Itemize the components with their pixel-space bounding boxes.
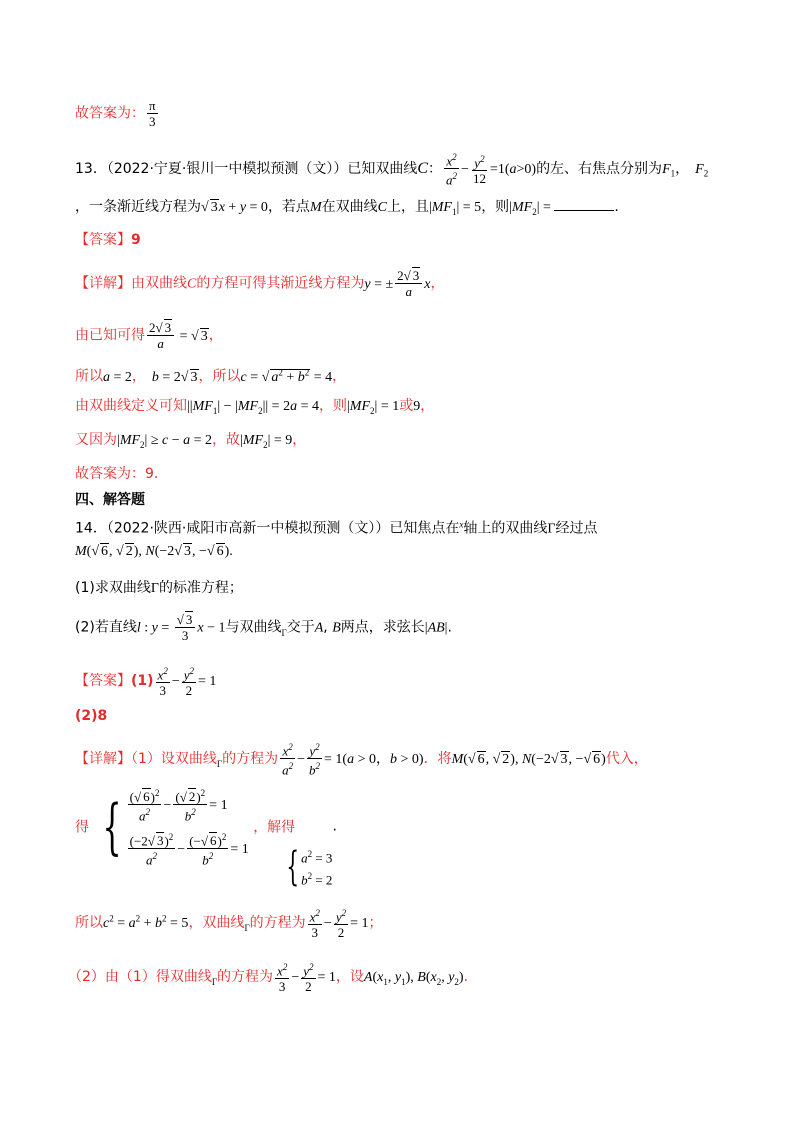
q14-answer2: (2)8 xyxy=(75,708,108,724)
detail-text: 的方程为 xyxy=(222,750,279,767)
detail-text: 的方程可得其渐近线方程为 xyxy=(196,275,365,292)
detail-text: 得 xyxy=(75,819,89,836)
q14-text: (1)求双曲线 xyxy=(75,580,151,596)
q14-part2: (2)若直线l : y = $\frac{√ 3}{3}$ x − 1与双曲线$_\Gamma$交于A, B两点，求弦长|AB|. xyxy=(75,612,452,643)
q14-part1: (1)求双曲线Γ的标准方程； xyxy=(75,580,243,596)
q13-text: ，若点 xyxy=(267,199,310,215)
detail-text: ，故 xyxy=(212,432,241,448)
q13-detail-line5: 又因为$|MF_2| \ge c - a = 2$，故$|MF_2| = 9$， xyxy=(75,432,307,450)
detail-text: ，设 xyxy=(335,969,364,986)
top-answer-fraction: $\frac{\pi}{3}$ xyxy=(149,98,156,129)
q13-text: 已知双曲线 xyxy=(347,160,418,177)
q14-detail-line4: （2）由（1）得双曲线$_\Gamma$的方程为 $\frac{x^2}{3}$ − $\frac{y^2}{2}$ = 1，设$A(x_1$, $y_1$), $B(x_2$, $y_2$). xyxy=(68,962,469,995)
q14-number: 14． xyxy=(75,520,107,537)
q14-answer: 【答案】(1) $\frac{x^2}{3}$ − $\frac{y^2}{2}$ = 1 xyxy=(75,666,217,699)
q14-text: (2)若直线 xyxy=(75,619,137,636)
detail-label: 【详解】 xyxy=(75,750,131,767)
answer-value: 9 xyxy=(131,232,141,248)
q14-text: 交于 xyxy=(286,619,315,636)
detail-text: 所以 xyxy=(212,368,241,385)
q14-text: 已知焦点在 xyxy=(389,520,460,537)
q13-number: 13． xyxy=(75,160,107,177)
q13-source: （2022·宁夏·银川一中模拟预测（文）） xyxy=(106,160,348,177)
q13-detail-line1: 【详解】由双曲线C的方程可得其渐近线方程为y = ± $\frac{2√ 3}{a}$ x， xyxy=(75,268,445,299)
detail-text: 所以 xyxy=(75,915,103,932)
detail-text: 由已知可得 xyxy=(75,327,145,344)
detail-text: ，解得 xyxy=(253,819,296,836)
q14-detail-line3: 所以$c^2 = a^2 + b^2 = 5$，双曲线$_\Gamma$的方程为 $\frac{x^2}{3}$ − $\frac{y^2}{2}$ = 1； xyxy=(75,908,383,941)
detail-text: 的方程为 xyxy=(217,969,274,986)
q13-answer xyxy=(75,230,141,250)
q13-text: ，一条渐近线方程为 xyxy=(75,199,201,215)
detail-text: 代入， xyxy=(605,750,648,767)
detail-text: 又因为 xyxy=(75,432,117,448)
q13-line2: ，一条渐近线方程为√ 3x + y = 0，若点M在双曲线C上，且$|MF_1| = 5$，则$|MF_2|$ = . xyxy=(75,196,619,222)
q13-text: 在双曲线 xyxy=(321,199,378,215)
q14-text: 轴上的双曲线 xyxy=(463,520,548,537)
answer-label: 【答案】 xyxy=(75,673,131,690)
detail-text: 的方程为 xyxy=(249,915,306,932)
q13-text: 上，且 xyxy=(386,199,429,215)
q14-text: 经过点 xyxy=(555,520,598,537)
q13-detail-line3: 所以a = 2， b = 2√ 3，所以c = √ $a^2 + b^2 = 4$， xyxy=(75,367,347,385)
detail-text: （2）由（1）得双曲线 xyxy=(68,969,212,986)
q14-text: 两点，求弦长 xyxy=(340,619,425,636)
q14-line1: 14．（2022·陕西·咸阳市高新一中模拟预测（文））已知焦点在$^x$轴上的双曲线Γ经过点 xyxy=(75,519,598,537)
q13-text: 的左、右焦点分别为 xyxy=(536,160,663,177)
top-answer-label: 故答案为： xyxy=(75,105,145,122)
q13-line1: 13．（2022·宁夏·银川一中模拟预测（文））已知双曲线C： $\frac{x^2}{a^2}$ − $\frac{y^2}{12}$ =1(a>0)的左、右焦点分别为$F_1$， $F_2$ xyxy=(75,152,709,188)
q13-text: ，则 xyxy=(481,199,510,215)
detail-text: （1）设双曲线 xyxy=(131,750,217,767)
q14-line2: M(√ 6, √ 2), N(−2√ 3, −√ 6). xyxy=(75,544,233,559)
q13-detail-line2: 由已知可得 $\frac{2√ 3}{a}$ = √ 3， xyxy=(75,320,223,351)
detail-text: 由双曲线定义可知 xyxy=(75,398,187,414)
q14-detail-line1: 【详解】（1）设双曲线$_\Gamma$的方程为 $\frac{x^2}{a^2}$ − $\frac{y^2}{b^2}$ = 1(a > 0，b > 0)．将M(√ 6, √ 2), N(−2√ 3, −√ 6)代入， xyxy=(75,742,648,778)
q14-source: （2022·陕西·咸阳市高新一中模拟预测（文）） xyxy=(106,520,390,537)
detail-text: ．将 xyxy=(423,750,452,767)
detail-text: 或 xyxy=(399,398,414,414)
top-answer xyxy=(75,98,160,129)
section-title: 四、解答题 xyxy=(75,492,145,508)
q13-detail-line4: 由双曲线定义可知$||MF_1| - |MF_2|| = 2a = 4$，则$|MF_2| = 1$或9， xyxy=(75,398,435,416)
q13-final: 故答案为：9. xyxy=(75,466,159,482)
q14-detail-line2: 得 { $\frac{(√ 6)^2}{a^2}$ − $\frac{(√ 2)^2}{b^2}$ = 1 $\frac{(-2√ 3)^2}{a^2}$ − $\frac{(-√ 6)^2}{b^2}$ = 1 ，解得 { $a^2 = 3$ $b^2 = 2$ . xyxy=(75,788,337,890)
detail-text: ，双曲线 xyxy=(188,915,245,932)
answer-label: 【答案】 xyxy=(75,232,131,248)
q14-text: 与双曲线 xyxy=(225,619,282,636)
q14-text: 的标准方程； xyxy=(158,580,243,596)
detail-text: 所以 xyxy=(75,368,103,385)
detail-text: ，则 xyxy=(318,398,347,414)
detail-text: 由双曲线 xyxy=(131,275,187,292)
answer-part1: (1) xyxy=(131,673,154,690)
detail-label: 【详解】 xyxy=(75,275,131,292)
